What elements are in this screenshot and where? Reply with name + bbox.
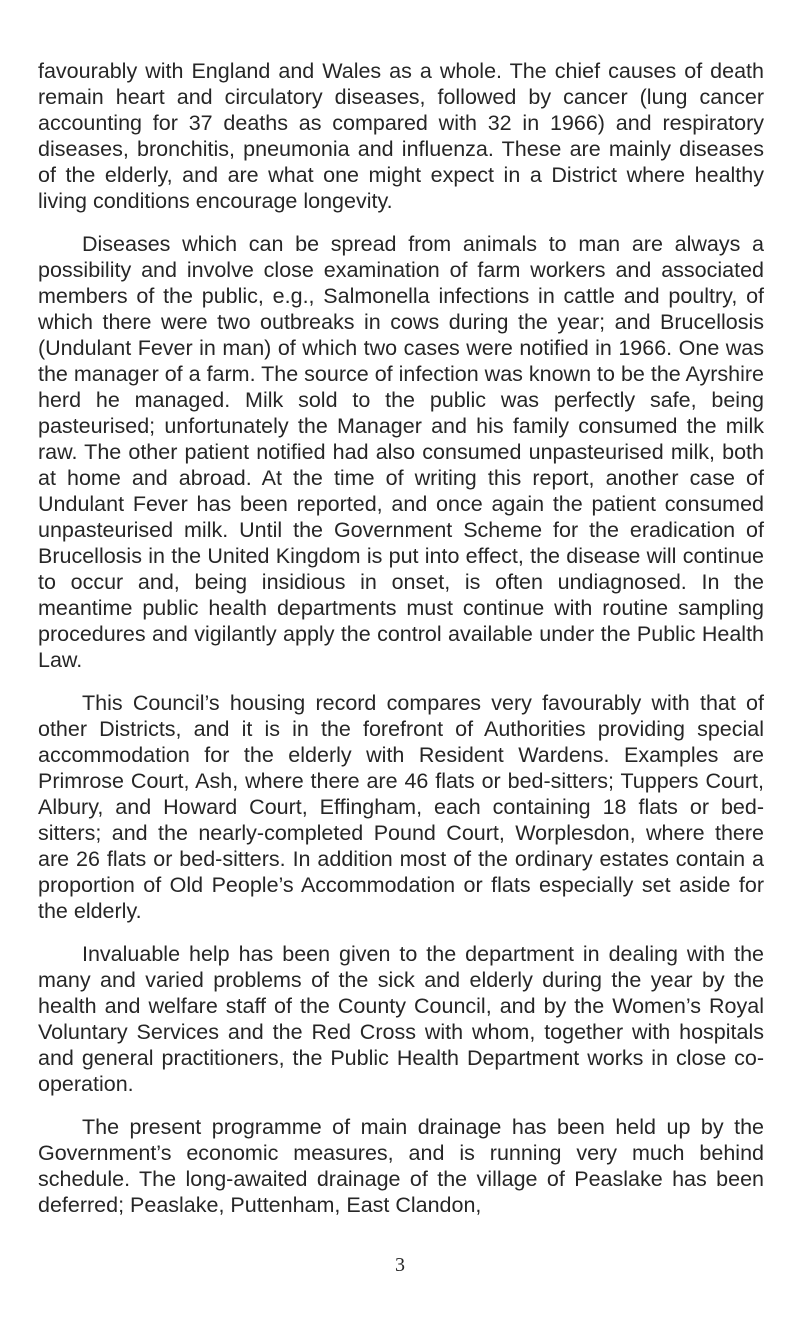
paragraph-main-drainage: The present programme of main drainage has been held up by the Government’s economic measures, and is running very much behind schedule. The long-awaited drainage of the village of Peaslake has been deferred; Peaslake, Puttenham, East Clandon,: [38, 1115, 764, 1217]
page-number: 3: [395, 1254, 405, 1276]
paragraph-housing-record: This Council’s housing record compares very favourably with that of other Districts, and it is in the forefront of Authorities providing special accommodation for the elderly with Resident Wardens. Examples are Primrose Court, Ash, where there are 46 flats or bed-sitters; Tuppers Court, Albury, and Howard Court, Effingham, each containing 18 flats or bed-sitters; and the nearly-completed Pound Court, Worplesdon, where there are 26 flats or bed-sitters. In addition most of the ordinary estates contain a proportion of Old People’s Accommodation or flats especially set aside for the elderly.: [38, 691, 764, 923]
paragraph-animal-diseases: Diseases which can be spread from animals to man are always a possibility and involve close examination of farm workers and associated members of the public, e.g., Salmonella infections in cattle and poultry, of which there were two outbreaks in cows during the year; and Brucellosis (Undulant Fever in man) of which two cases were notified in 1966. One was the manager of a farm. The source of infection was known to be the Ayrshire herd he managed. Milk sold to the public was perfectly safe, being pasteurised; unfortunately the Manager and his family consumed the milk raw. The other patient notified had also consumed unpasteurised milk, both at home and abroad. At the time of writing this report, another case of Undulant Fever has been reported, and once again the patient consumed unpasteurised milk. Until the Government Scheme for the eradication of Brucellosis in the United Kingdom is put into effect, the disease will continue to occur and, being insidious in onset, is often undiagnosed. In the meantime public health departments must continue with routine sampling procedures and vigilantly apply the control available under the Public Health Law.: [38, 232, 764, 672]
document-page: [38, 58, 764, 1235]
paragraph-help-given: Invaluable help has been given to the department in dealing with the many and varied problems of the sick and elderly during the year by the health and welfare staff of the County Council, and by the Women’s Royal Voluntary Services and the Red Cross with whom, together with hospitals and general practitioners, the Public Health Department works in close co-operation.: [38, 942, 764, 1096]
paragraph-causes-of-death: favourably with England and Wales as a whole. The chief causes of death remain heart and circulatory diseases, followed by cancer (lung cancer accounting for 37 deaths as compared with 32 in 1966) and respiratory diseases, bronchitis, pneumonia and influenza. These are mainly diseases of the elderly, and are what one might expect in a District where healthy living conditions encourage longevity.: [38, 59, 764, 213]
